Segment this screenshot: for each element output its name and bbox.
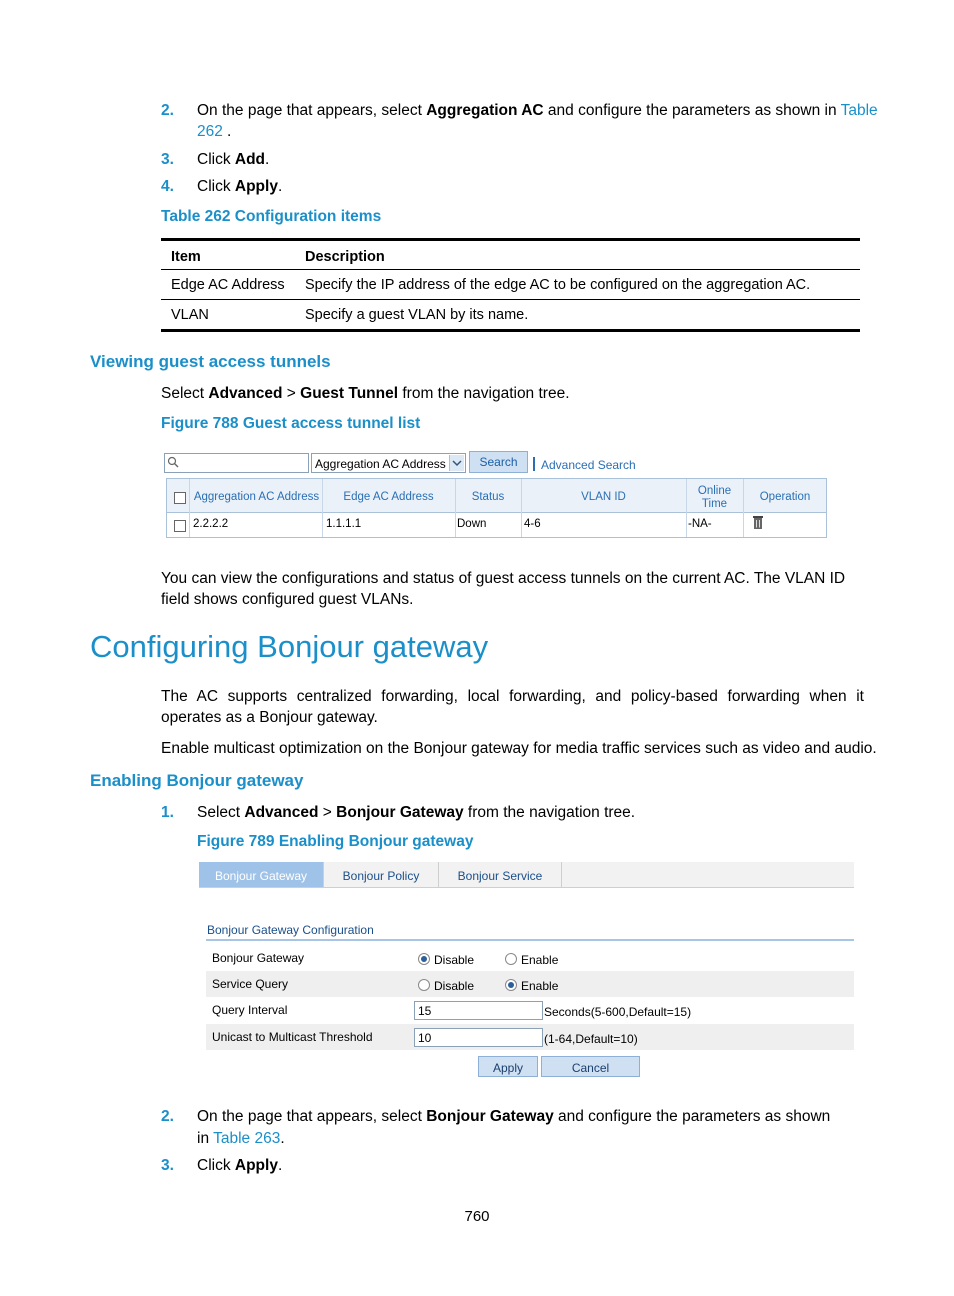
col-aggregation-ac-address[interactable]: Aggregation AC Address — [193, 491, 320, 503]
step-text-line2: in Table 263. — [197, 1130, 285, 1147]
cell-item: VLAN — [171, 307, 209, 323]
table-header-row — [161, 241, 860, 270]
cell-edge-address: 1.1.1.1 — [326, 518, 362, 530]
hint-query-interval: Seconds(5-600,Default=15) — [544, 1005, 692, 1019]
cell-status: Down — [457, 518, 487, 530]
hint-unicast-threshold: (1-64,Default=10) — [544, 1032, 638, 1046]
step-number: 2. — [161, 102, 174, 119]
label-enable: Enable — [521, 979, 559, 993]
label-bonjour-gateway: Bonjour Gateway — [212, 951, 305, 965]
table-262-link-cont[interactable]: 262 — [197, 123, 223, 140]
search-button[interactable]: Search — [469, 451, 528, 473]
header-item: Item — [171, 249, 201, 265]
config-section-title: Bonjour Gateway Configuration — [207, 923, 374, 937]
label-disable: Disable — [434, 953, 475, 967]
cell-description: Specify the IP address of the edge AC to be configured on the aggregation AC. — [305, 277, 811, 293]
step-number: 2. — [161, 1108, 174, 1125]
query-interval-input[interactable] — [414, 1001, 543, 1020]
tab-bonjour-service[interactable]: Bonjour Service — [439, 862, 562, 887]
select-value: Aggregation AC Address — [315, 457, 446, 471]
col-status[interactable]: Status — [471, 491, 505, 503]
step-number: 1. — [161, 804, 174, 821]
guest-tunnel-table — [166, 478, 827, 538]
cell-item: Edge AC Address — [171, 277, 285, 293]
cancel-button[interactable]: Cancel — [541, 1056, 640, 1077]
input-value: 10 — [418, 1031, 432, 1045]
divider — [533, 457, 535, 471]
table-row — [161, 270, 860, 300]
col-online-time-line1[interactable]: Online — [697, 485, 732, 497]
step-text: Click Apply. — [197, 178, 283, 195]
col-edge-ac-address[interactable]: Edge AC Address — [343, 491, 434, 503]
heading-viewing-guest-access-tunnels: Viewing guest access tunnels — [90, 352, 331, 371]
col-operation: Operation — [759, 491, 811, 503]
step-text: Click Add. — [197, 151, 270, 168]
row-service-query — [206, 971, 854, 997]
label-disable: Disable — [434, 979, 475, 993]
heading-enabling-bonjour-gateway: Enabling Bonjour gateway — [90, 771, 304, 790]
row-checkbox[interactable] — [174, 520, 186, 532]
col-online-time-line2[interactable]: Time — [701, 498, 728, 510]
search-field-select[interactable] — [311, 453, 466, 473]
radio-gateway-disable[interactable] — [418, 953, 430, 965]
col-vlan-id[interactable]: VLAN ID — [581, 491, 626, 503]
cell-online-time: -NA- — [688, 518, 712, 530]
label-unicast-threshold: Unicast to Multicast Threshold — [212, 1030, 373, 1044]
radio-query-enable[interactable] — [505, 979, 517, 991]
step-text: On the page that appears, select Bonjour Gateway and configure the parameters as shown — [197, 1108, 831, 1125]
chevron-down-icon — [449, 455, 464, 471]
period: . — [227, 123, 232, 140]
label-query-interval: Query Interval — [212, 1003, 288, 1017]
advanced-search-link[interactable]: Advanced Search — [541, 458, 636, 472]
header-description: Description — [305, 249, 385, 265]
step-number: 3. — [161, 1157, 174, 1174]
apply-button[interactable]: Apply — [478, 1056, 538, 1077]
table-row — [161, 300, 860, 329]
radio-gateway-enable[interactable] — [505, 953, 517, 965]
delete-icon[interactable] — [752, 515, 764, 533]
row-unicast-threshold — [206, 1024, 854, 1050]
bonjour-tab-bar — [199, 862, 854, 888]
figure-788-caption: Figure 788 Guest access tunnel list — [161, 415, 421, 432]
row-bonjour-gateway — [206, 945, 854, 971]
search-icon — [167, 456, 179, 471]
cell-description: Specify a guest VLAN by its name. — [305, 307, 529, 323]
table-263-link[interactable]: Table 263 — [213, 1130, 281, 1147]
page-number: 760 — [464, 1208, 490, 1225]
table-262-caption: Table 262 Configuration items — [161, 208, 382, 225]
label-service-query: Service Query — [212, 977, 289, 991]
tab-bonjour-policy[interactable]: Bonjour Policy — [324, 862, 439, 887]
step-text: On the page that appears, select Aggregation AC and configure the parameters as shown in Table — [197, 102, 878, 119]
page-title: Configuring Bonjour gateway — [90, 629, 489, 664]
tab-bonjour-gateway[interactable]: Bonjour Gateway — [199, 862, 324, 887]
paragraph-select-guest-tunnel: Select Advanced > Guest Tunnel from the navigation tree. — [161, 385, 570, 402]
paragraph-view-config: You can view the configurations and status of guest access tunnels on the current AC. The VLAN ID field shows configured guest VLANs. — [161, 570, 846, 608]
paragraph-ac-supports: The AC supports centralized forwarding, local forwarding, and policy-based forwarding when it operates as a Bonjour gateway. — [161, 688, 864, 726]
input-value: 15 — [418, 1004, 432, 1018]
select-all-checkbox[interactable] — [174, 492, 186, 504]
radio-query-disable[interactable] — [418, 979, 430, 991]
paragraph-multicast: Enable multicast optimization on the Bonjour gateway for media traffic services such as video and audio. — [161, 740, 877, 757]
row-query-interval — [206, 997, 854, 1023]
step-number: 3. — [161, 151, 174, 168]
table-262 — [161, 238, 860, 332]
cell-agg-address: 2.2.2.2 — [193, 518, 229, 530]
step-text: Select Advanced > Bonjour Gateway from the navigation tree. — [197, 804, 636, 821]
label-enable: Enable — [521, 953, 559, 967]
cell-vlan-id: 4-6 — [524, 518, 541, 530]
step-number: 4. — [161, 178, 174, 195]
step-text: Click Apply. — [197, 1157, 283, 1174]
table-262-link[interactable]: Table — [840, 102, 878, 119]
section-divider — [206, 939, 854, 941]
search-input[interactable] — [164, 453, 309, 473]
figure-789-caption: Figure 789 Enabling Bonjour gateway — [197, 833, 474, 850]
unicast-threshold-input[interactable] — [414, 1028, 543, 1047]
